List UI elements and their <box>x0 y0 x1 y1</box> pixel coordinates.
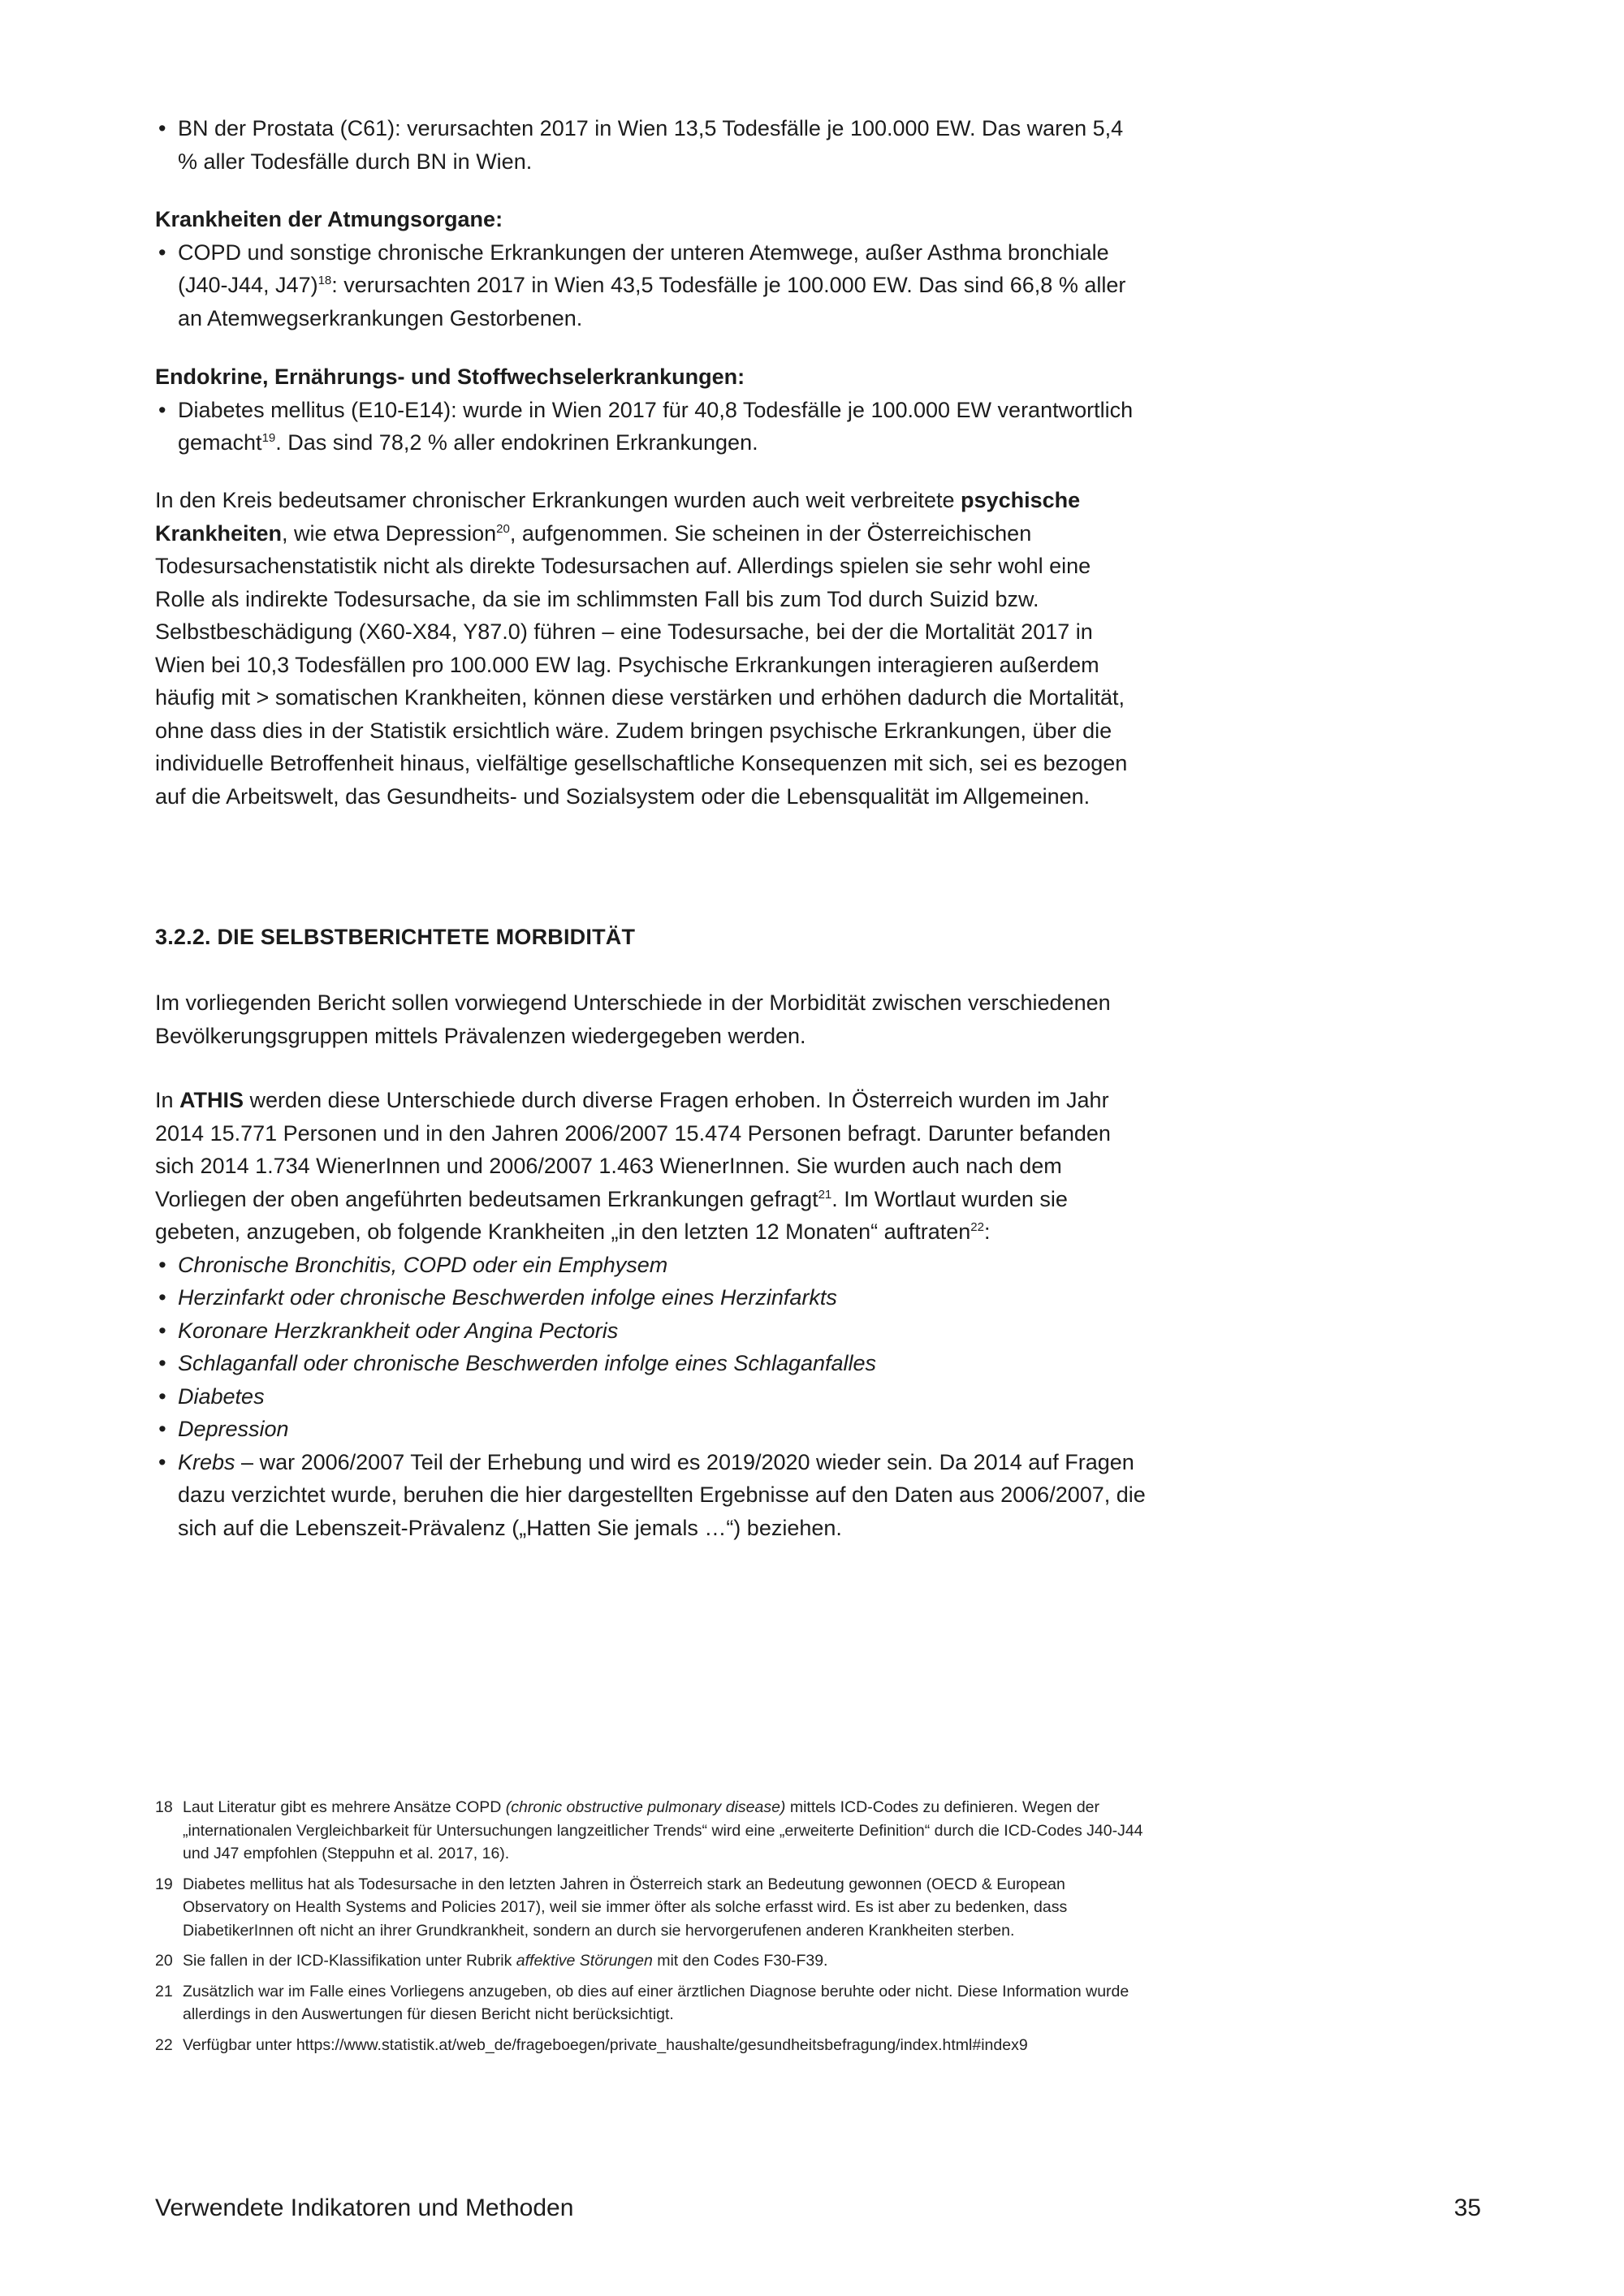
page-number: 35 <box>1453 2195 1481 2221</box>
footnote-20: 20 Sie fallen in der ICD-Klassifikation unter Rubrik affektive Störungen mit den Codes F30-F39. <box>155 1952 828 1970</box>
footnote-22: 22 Verfügbar unter https://www.statistik.at/web_de/frageboegen/private_haushalte/gesundheitsbefragung/index.html#index9 <box>155 2035 1028 2054</box>
list-item: • Diabetes mellitus (E10-E14): wurde in Wien 2017 für 40,8 Todesfälle je 100.000 EW verantwortlich gemacht$^{19}$. Das sind 78,2 % aller endokrinen Erkrankungen. <box>155 394 1147 460</box>
list-item: • Herzinfarkt oder chronische Beschwerden infolge eines Herzinfarkts <box>155 1281 1147 1314</box>
prostate-block <box>155 112 1147 178</box>
section-heading: 3.2.2. DIE SELBSTBERICHTETE MORBIDITÄT <box>155 925 636 949</box>
respiratory-block <box>155 203 1147 334</box>
endocrine-block <box>155 360 1147 460</box>
list-item: • Depression <box>155 1413 1147 1446</box>
athis-paragraph: In ATHIS werden diese Unterschiede durch diverse Fragen erhoben. In Österreich wurden im Jahr 2014 15.771 Personen und in den Jahren 2006/2007 15.474 Personen befragt. Darunter befanden sich 2014 1.734 WienerInnen und 2006/2007 1.463 WienerInnen. Sie wurden auch nach dem Vorliegen der oben angeführten bedeutsamen Erkrankungen gefragt$^{21}$. Im Wortlaut wurden sie gebeten, anzugeben, ob folgende Krankheiten „in den letzten 12 Monaten“ auftraten$^{22}$: • Chronische Bronchitis, COPD oder ein Emphysem • Herzinfarkt oder chronische Beschwerden infolge eines Herzinfarkts • Koronare Herzkrankheit oder Angina Pectoris • Schlaganfall oder chronische Beschwerden infolge eines Schlaganfalles • Diabetes • Depression • Krebs – war 2006/2007 Teil der Erhebung und wird es 2019/2020 wieder sein. Da 2014 auf Fragen dazu verzichtet wurde, beruhen die hier dargestellten Ergebnisse auf den Daten aus 2006/2007, die sich auf die Lebenszeit-Prävalenz („Hatten Sie jemals …“) beziehen. <box>155 1084 1147 1544</box>
list-item: • Koronare Herzkrankheit oder Angina Pectoris <box>155 1314 1147 1348</box>
list-item: • Schlaganfall oder chronische Beschwerden infolge eines Schlaganfalles <box>155 1347 1147 1380</box>
footnote-18: 18 Laut Literatur gibt es mehrere Ansätze COPD (chronic obstructive pulmonary disease) mittels ICD-Codes zu definieren. Wegen der „internationalen Vergleichbarkeit für Untersuchungen langzeitlicher Trends“ wird eine „erweiterte Definition“ durch die ICD-Codes J40-J44 und J47 empfohlen (Steppuhn et al. 2017, 16). <box>155 1798 1143 1862</box>
endocrine-heading: Endokrine, Ernährungs- und Stoffwechselerkrankungen: <box>155 365 745 389</box>
footnotes <box>155 1796 1147 2056</box>
list-item: • Diabetes <box>155 1380 1147 1413</box>
respiratory-heading: Krankheiten der Atmungsorgane: <box>155 207 503 231</box>
morbidity-intro-paragraph: Im vorliegenden Bericht sollen vorwiegend Unterschiede in der Morbidität zwischen verschiedenen Bevölkerungsgruppen mittels Prävalenzen wiedergegeben werden. <box>155 990 1111 1048</box>
footnote-21: 21 Zusätzlich war im Falle eines Vorliegens anzugeben, ob dies auf einer ärztlichen Diagnose beruhte oder nicht. Diese Information wurde allerdings in den Auswertungen für diesen Bericht nicht berücksichtigt. <box>155 1982 1129 2023</box>
list-item: • Chronische Bronchitis, COPD oder ein Emphysem <box>155 1249 1147 1282</box>
list-item: • COPD und sonstige chronische Erkrankungen der unteren Atemwege, außer Asthma bronchiale (J40-J44, J47)$^{18}$: verursachten 2017 in Wien 43,5 Todesfälle je 100.000 EW. Das sind 66,8 % aller an Atemwegserkrankungen Gestorbenen. <box>155 236 1147 335</box>
mental-illness-paragraph: In den Kreis bedeutsamer chronischer Erkrankungen wurden auch weit verbreitete psychische Krankheiten, wie etwa Depression$^{20}$, aufgenommen. Sie scheinen in der Österreichischen Todesursachenstatistik nicht als direkte Todesursachen auf. Allerdings spielen sie sehr wohl eine Rolle als indirekte Todesursache, da sie im schlimmsten Fall bis zum Tod durch Suizid bzw. Selbstbeschädigung (X60-X84, Y87.0) führen – eine Todesursache, bei der die Mortalität 2017 in Wien bei 10,3 Todesfällen pro 100.000 EW lag. Psychische Erkrankungen interagieren außerdem häufig mit > somatischen Krankheiten, können diese verstärken und erhöhen dadurch die Mortalität, ohne dass dies in der Statistik ersichtlich wäre. Zudem bringen psychische Erkrankungen, über die individuelle Betroffenheit hinaus, vielfältige gesellschaftliche Konsequenzen mit sich, sei es bezogen auf die Arbeitswelt, das Gesundheits- und Sozialsystem oder die Lebensqualität im Allgemeinen. <box>155 488 1128 809</box>
footnote-19: 19 Diabetes mellitus hat als Todesursache in den letzten Jahren in Österreich stark an Bedeutung gewonnen (OECD & European Observatory on Health Systems and Policies 2017), weil sie immer öfter als solche erfasst wird. Es ist aber zu bedenken, dass DiabetikerInnen oft nicht an ihrer Grundkrankheit, sondern an durch sie hervorgerufenen anderen Krankheiten sterben. <box>155 1875 1068 1940</box>
conditions-list <box>155 1249 1147 1545</box>
list-item: • Krebs – war 2006/2007 Teil der Erhebung und wird es 2019/2020 wieder sein. Da 2014 auf Fragen dazu verzichtet wurde, beruhen die hier dargestellten Ergebnisse auf den Daten aus 2006/2007, die sich auf die Lebenszeit-Prävalenz („Hatten Sie jemals …“) beziehen. <box>155 1446 1147 1545</box>
footer-chapter-title: Verwendete Indikatoren und Methoden <box>155 2195 574 2221</box>
list-item: • BN der Prostata (C61): verursachten 2017 in Wien 13,5 Todesfälle je 100.000 EW. Das waren 5,4 % aller Todesfälle durch BN in Wien. <box>155 112 1147 178</box>
